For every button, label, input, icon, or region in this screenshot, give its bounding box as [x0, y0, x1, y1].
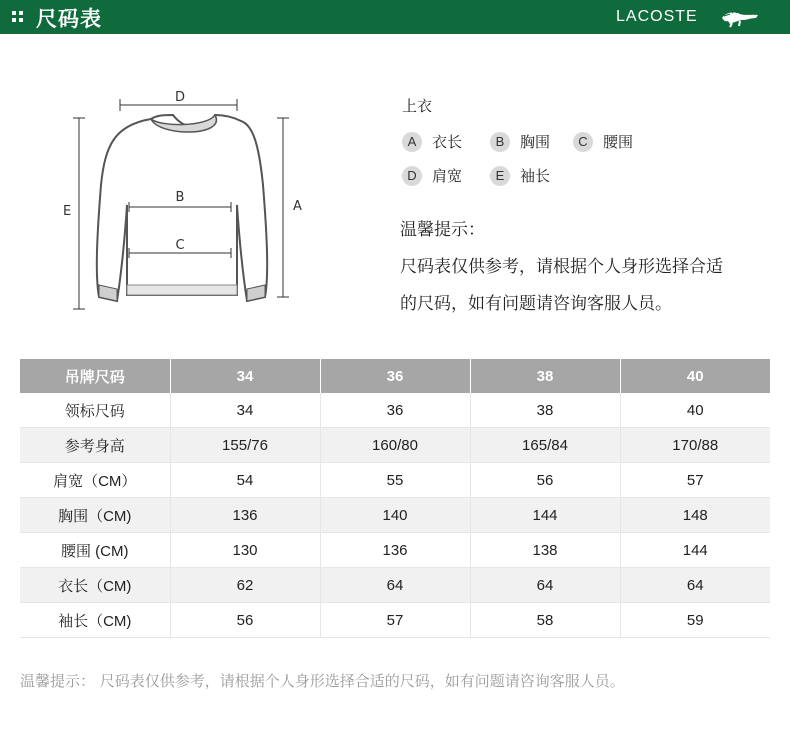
- table-cell: 160/80: [320, 428, 470, 463]
- row-label-cell: 腰围 (CM): [20, 533, 170, 568]
- table-cell: 138: [470, 533, 620, 568]
- table-cell: 148: [620, 498, 770, 533]
- table-cell: 54: [170, 463, 320, 498]
- column-header: 34: [170, 359, 320, 393]
- legend-item-label: 袖长: [520, 167, 551, 185]
- legend-item-label: 胸围: [520, 133, 551, 151]
- table-row: [20, 428, 770, 463]
- row-label-cell: 胸围（CM): [20, 498, 170, 533]
- dimension-e-label: E: [63, 204, 72, 219]
- table-cell: 64: [320, 568, 470, 603]
- table-cell: 40: [620, 393, 770, 428]
- letter-badge: D: [402, 166, 422, 186]
- table-cell: 56: [470, 463, 620, 498]
- table-cell: 165/84: [470, 428, 620, 463]
- legend-category: 上衣: [402, 97, 433, 115]
- legend-item-label: 腰围: [603, 133, 634, 151]
- table-cell: 64: [620, 568, 770, 603]
- row-label-cell: 领标尺码: [20, 393, 170, 428]
- table-cell: 38: [470, 393, 620, 428]
- table-row: [20, 393, 770, 428]
- table-cell: 170/88: [620, 428, 770, 463]
- table-cell: 62: [170, 568, 320, 603]
- dimension-d-label: D: [174, 90, 186, 105]
- table-cell: 144: [620, 533, 770, 568]
- hem: [127, 285, 237, 295]
- header-bar: [0, 0, 790, 34]
- table-cell: 130: [170, 533, 320, 568]
- size-table: [20, 359, 770, 638]
- table-cell: 34: [170, 393, 320, 428]
- letter-badge: C: [573, 132, 593, 152]
- column-header: 36: [320, 359, 470, 393]
- table-cell: 36: [320, 393, 470, 428]
- legend-item-label: 衣长: [432, 133, 463, 151]
- table-cell: 58: [470, 603, 620, 638]
- legend-item-e: [490, 165, 550, 186]
- legend-item-a: [402, 131, 462, 152]
- column-header: 38: [470, 359, 620, 393]
- table-row: [20, 463, 770, 498]
- table-cell: 136: [320, 533, 470, 568]
- sweater-outline: [97, 115, 267, 301]
- table-cell: 155/76: [170, 428, 320, 463]
- crocodile-logo-icon: [720, 6, 760, 28]
- row-label-cell: 袖长（CM): [20, 603, 170, 638]
- table-row: [20, 603, 770, 638]
- letter-badge: E: [490, 166, 510, 186]
- legend-item-b: [490, 131, 550, 152]
- table-cell: 57: [620, 463, 770, 498]
- table-cell: 57: [320, 603, 470, 638]
- tips-line: 尺码表仅供参考，请根据个人身形选择合适: [400, 257, 723, 277]
- table-row: [20, 533, 770, 568]
- table-cell: 144: [470, 498, 620, 533]
- row-label-cell: 衣长（CM): [20, 568, 170, 603]
- letter-badge: A: [402, 132, 422, 152]
- tips-block: [400, 212, 780, 323]
- table-cell: 64: [470, 568, 620, 603]
- letter-badge: B: [490, 132, 510, 152]
- dimension-c-label: C: [175, 238, 185, 253]
- table-header-row: [20, 359, 770, 393]
- column-header: 吊牌尺码: [20, 359, 170, 393]
- legend-item-d: [402, 165, 462, 186]
- tips-line: 的尺码，如有问题请咨询客服人员。: [400, 294, 672, 314]
- brand-logo-text: LACOSTE: [616, 8, 698, 25]
- table-row: [20, 498, 770, 533]
- legend-item-c: [573, 131, 633, 152]
- table-cell: 59: [620, 603, 770, 638]
- page-title: 尺码表: [36, 7, 102, 31]
- dimension-b-label: B: [175, 190, 185, 205]
- table-row: [20, 568, 770, 603]
- tips-title: 温馨提示：: [400, 220, 485, 240]
- sweater-diagram: [55, 85, 315, 320]
- row-label-cell: 参考身高: [20, 428, 170, 463]
- row-label-cell: 肩宽（CM）: [20, 463, 170, 498]
- legend-item-label: 肩宽: [432, 167, 463, 185]
- column-header: 40: [620, 359, 770, 393]
- table-cell: 140: [320, 498, 470, 533]
- dimension-a-label: A: [293, 199, 302, 214]
- table-cell: 56: [170, 603, 320, 638]
- table-cell: 136: [170, 498, 320, 533]
- footer-note: 温馨提示： 尺码表仅供参考，请根据个人身形选择合适的尺码，如有问题请咨询客服人员。: [20, 672, 625, 690]
- grid-dots-icon: [12, 11, 24, 23]
- table-cell: 55: [320, 463, 470, 498]
